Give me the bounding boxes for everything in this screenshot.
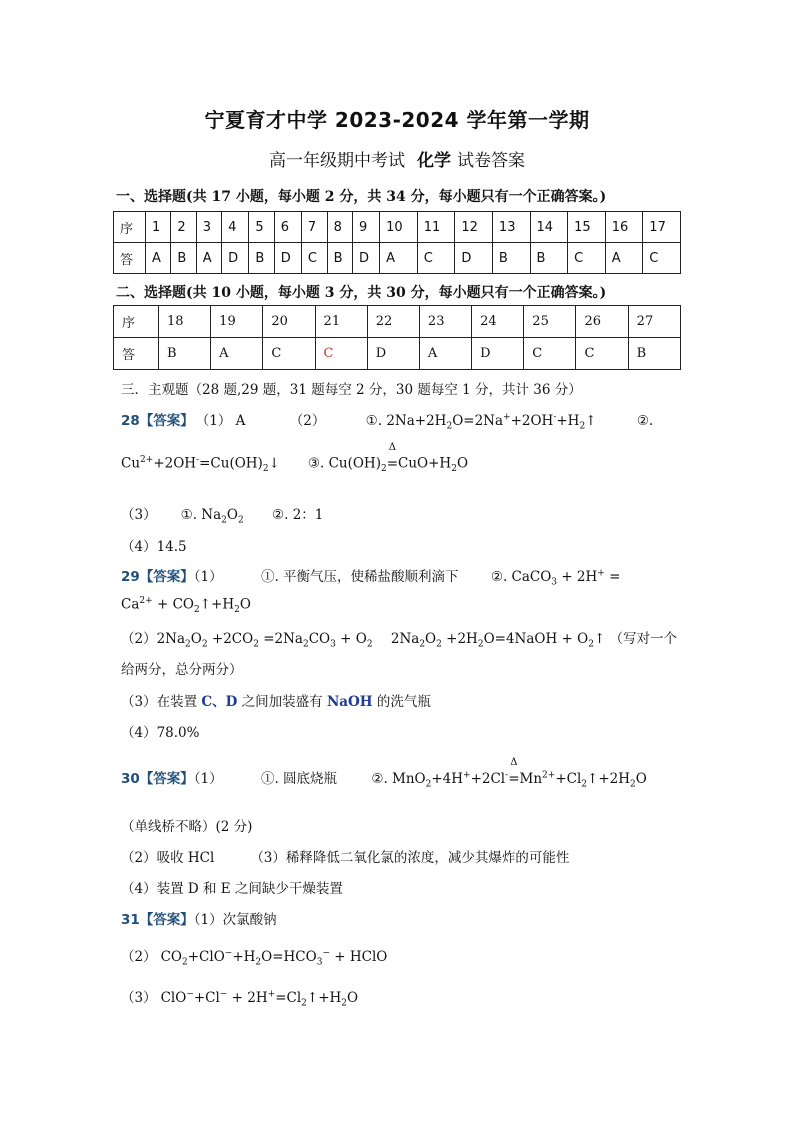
q29-part2-note-cont: 给两分，总分两分） xyxy=(121,662,243,678)
q-number-cell-10: 10 xyxy=(380,212,418,243)
q-number-cell-2: 2 xyxy=(171,212,196,243)
q31-part2: （2） xyxy=(121,949,157,965)
q-answer-cell-17: C xyxy=(643,243,681,274)
table-row-answers xyxy=(114,338,681,370)
q31-line3: （3） $ClO^-+Cl^- + 2H^+=Cl_2↑+H_2O$ xyxy=(121,989,359,1009)
q-number-cell-4: 21 xyxy=(315,306,367,338)
q28-circle1: ① xyxy=(365,413,378,429)
q29-part1: （1） xyxy=(193,569,223,585)
section2-heading: 二、选择题(共 10 小题，每小题 3 分，共 30 分，每小题只有一个正确答案。) xyxy=(116,285,607,301)
row-label-answer: 答 xyxy=(114,338,159,370)
q29-line2: $Ca^{2+}$ + $CO_2↑+H_2O$ xyxy=(121,596,251,616)
q30-part4: （4）装置 D 和 E 之间缺少干燥装置 xyxy=(121,881,343,897)
q28-line1: 28【答案】 （1） A （2） ①. $2Na+2H_2O=2Na^++2OH^-+H_2↑$ ②. xyxy=(121,412,654,432)
q29-part3-pre: （3）在装置 xyxy=(121,694,202,710)
q-number-cell-9: 9 xyxy=(352,212,379,243)
q29-part3-cd: C、D xyxy=(201,694,238,710)
q29-circle1: ① xyxy=(260,569,275,585)
q30-part2: （2）吸收 HCl xyxy=(121,850,215,866)
table-row-numbers xyxy=(114,306,681,338)
q-answer-cell-10: B xyxy=(628,338,680,370)
q29-number: 29 xyxy=(121,569,140,585)
q-answer-cell-9: D xyxy=(352,243,379,274)
q-number-cell-9: 26 xyxy=(576,306,628,338)
q-answer-cell-6: A xyxy=(419,338,471,370)
q-number-cell-6: 23 xyxy=(419,306,471,338)
q31-number: 31 xyxy=(121,912,140,928)
q-answer-cell-15: C xyxy=(568,243,606,274)
q-number-cell-13: 13 xyxy=(492,212,530,243)
q-answer-cell-2: A xyxy=(211,338,263,370)
q28-circle3: ③ xyxy=(307,455,320,472)
q29-line3: $(2)2Na_2O_2 +2CO_2 =2Na_2CO_3 + O_2$ $2Na_2O_2$ $+2H_2O=4NaOH$ + $O_2↑$ （写对一个 xyxy=(121,631,678,650)
q-number-cell-7: 24 xyxy=(472,306,524,338)
q-number-cell-12: 12 xyxy=(455,212,493,243)
q28-line2: $Cu^{2+}+2OH^-=Cu(OH)_2↓$ ③. $Cu(OH)_2$ Δ $=CuO+H_2O$ xyxy=(121,441,469,475)
q29-part2-note: （写对一个 xyxy=(609,631,678,647)
q-answer-cell-4: C xyxy=(315,338,367,370)
q-answer-cell-2: B xyxy=(171,243,196,274)
q-number-cell-3: 3 xyxy=(196,212,221,243)
q-answer-cell-7: D xyxy=(472,338,524,370)
q29-line1: 29【答案】（1） ①. 平衡气压，使稀盐酸顺利滴下 ②. CaCO$_3$ + 2H+ = xyxy=(121,568,621,588)
q30-line1: 30【答案】（1） ①. 圆底烧瓶 ②. MnO$_2$+4H++2Cl- Δ $=Mn^{2+}+Cl_2↑+2H_2O$ xyxy=(121,757,647,790)
q29-part3-mid: 之间加装盛有 xyxy=(237,694,327,710)
q30-part1: （1） xyxy=(193,771,223,787)
section3-heading: 三．主观题（28 题,29 题，31 题每空 2 分，30 题每空 1 分，共计 36 分） xyxy=(121,382,582,398)
q-number-cell-8: 25 xyxy=(524,306,576,338)
q-number-cell-10: 27 xyxy=(628,306,680,338)
q28-part1: （1） A xyxy=(195,413,246,429)
q-answer-cell-8: C xyxy=(524,338,576,370)
q-answer-cell-6: D xyxy=(274,243,301,274)
q29-line5 xyxy=(121,690,431,710)
q-answer-cell-10: A xyxy=(380,243,418,274)
q28-line3: （3） ①. $Na_2O_2$ ②. 2：1 xyxy=(121,507,324,526)
row-label-number: 序 xyxy=(114,306,159,338)
q30-circle1: ① xyxy=(260,771,275,787)
q30-circle1-text: 圆底烧瓶 xyxy=(283,771,338,787)
q30-line3 xyxy=(121,846,569,866)
heat-condition: Δ = xyxy=(386,441,399,472)
page-title: 宁夏育才中学 2023-2024 学年第一学期 xyxy=(204,108,590,132)
q-answer-cell-9: C xyxy=(576,338,628,370)
heat-condition: Δ = xyxy=(508,757,520,787)
q30-circle2: ② xyxy=(371,771,384,787)
q-number-cell-11: 11 xyxy=(417,212,455,243)
section1-heading: 一、选择题(共 17 小题，每小题 2 分，共 34 分，每小题只有一个正确答案。) xyxy=(116,189,607,205)
subtitle-grade-exam: 高一年级期中考试 xyxy=(269,151,405,171)
q-answer-cell-12: D xyxy=(455,243,493,274)
q29-circle1-text: 平衡气压，使稀盐酸顺利滴下 xyxy=(283,569,459,585)
q30-note: （单线桥不略）(2 分) xyxy=(121,819,253,835)
q30-answer-tag: 【答案】 xyxy=(139,771,194,787)
q-number-cell-5: 5 xyxy=(249,212,274,243)
q-answer-cell-5: B xyxy=(249,243,274,274)
q-number-cell-8: 8 xyxy=(327,212,352,243)
q-number-cell-1: 1 xyxy=(145,212,170,243)
q-number-cell-1: 18 xyxy=(158,306,210,338)
q29-part3-naoh: NaOH xyxy=(326,694,373,710)
q28-part4: （4）14.5 xyxy=(121,539,187,555)
q28-circle2: ② xyxy=(636,413,649,429)
q-answer-cell-8: B xyxy=(327,243,352,274)
q-number-cell-17: 17 xyxy=(643,212,681,243)
q28-part3: （3） xyxy=(121,507,157,523)
q-answer-cell-3: C xyxy=(263,338,315,370)
q-number-cell-15: 15 xyxy=(568,212,606,243)
q-number-cell-2: 19 xyxy=(211,306,263,338)
q-number-cell-7: 7 xyxy=(301,212,327,243)
q28-answer-tag: 【答案】 xyxy=(139,413,194,429)
q30-number: 30 xyxy=(121,771,140,787)
q28-part3b-text: 2：1 xyxy=(292,507,324,523)
q-answer-cell-11: C xyxy=(417,243,455,274)
section1-answer-table xyxy=(113,211,681,274)
q31-line2: （2） $CO_2+ClO^-+H_2O=HCO_3^-$ + HClO xyxy=(121,948,388,968)
q-answer-cell-4: D xyxy=(222,243,249,274)
q-number-cell-5: 22 xyxy=(367,306,419,338)
table-row-answers xyxy=(114,243,681,274)
subtitle-answer-label: 试卷答案 xyxy=(457,151,525,171)
section2-answer-table xyxy=(113,305,681,370)
q28-part3b-circle: ② xyxy=(272,507,285,523)
q-number-cell-14: 14 xyxy=(530,212,568,243)
q31-answer-tag: 【答案】 xyxy=(139,912,194,928)
q-number-cell-16: 16 xyxy=(605,212,643,243)
q28-part3a-text: Na xyxy=(201,507,222,523)
q29-circle2: ② xyxy=(490,569,503,585)
q28-part2: （2） xyxy=(289,413,326,429)
q-answer-cell-1: A xyxy=(145,243,170,274)
q-number-cell-6: 6 xyxy=(274,212,301,243)
q29-answer-tag: 【答案】 xyxy=(139,569,194,585)
q31-part3: （3） xyxy=(121,990,157,1006)
q28-number: 28 xyxy=(121,413,140,429)
table-row-numbers xyxy=(114,212,681,243)
q-answer-cell-16: A xyxy=(605,243,643,274)
q-answer-cell-5: D xyxy=(367,338,419,370)
q-number-cell-3: 20 xyxy=(263,306,315,338)
page-subtitle xyxy=(0,146,794,171)
q31-part1: （1）次氯酸钠 xyxy=(193,912,277,928)
q29-part4: （4）78.0% xyxy=(121,725,200,741)
q-number-cell-4: 4 xyxy=(222,212,249,243)
q30-part3: （3）稀释降低二氧化氯的浓度，减少其爆炸的可能性 xyxy=(250,850,570,866)
q-answer-cell-3: A xyxy=(196,243,221,274)
q-answer-cell-13: B xyxy=(492,243,530,274)
subtitle-subject: 化学 xyxy=(417,151,451,171)
q29-part2: （2） xyxy=(121,631,157,647)
q-answer-cell-1: B xyxy=(158,338,210,370)
row-label-answer: 答 xyxy=(114,243,146,274)
q31-line1 xyxy=(121,908,277,928)
q29-part3-post: 的洗气瓶 xyxy=(372,694,431,710)
q28-part3a-circle: ① xyxy=(180,507,193,523)
row-label-number: 序 xyxy=(114,212,146,243)
q-answer-cell-7: C xyxy=(301,243,327,274)
q-answer-cell-14: B xyxy=(530,243,568,274)
